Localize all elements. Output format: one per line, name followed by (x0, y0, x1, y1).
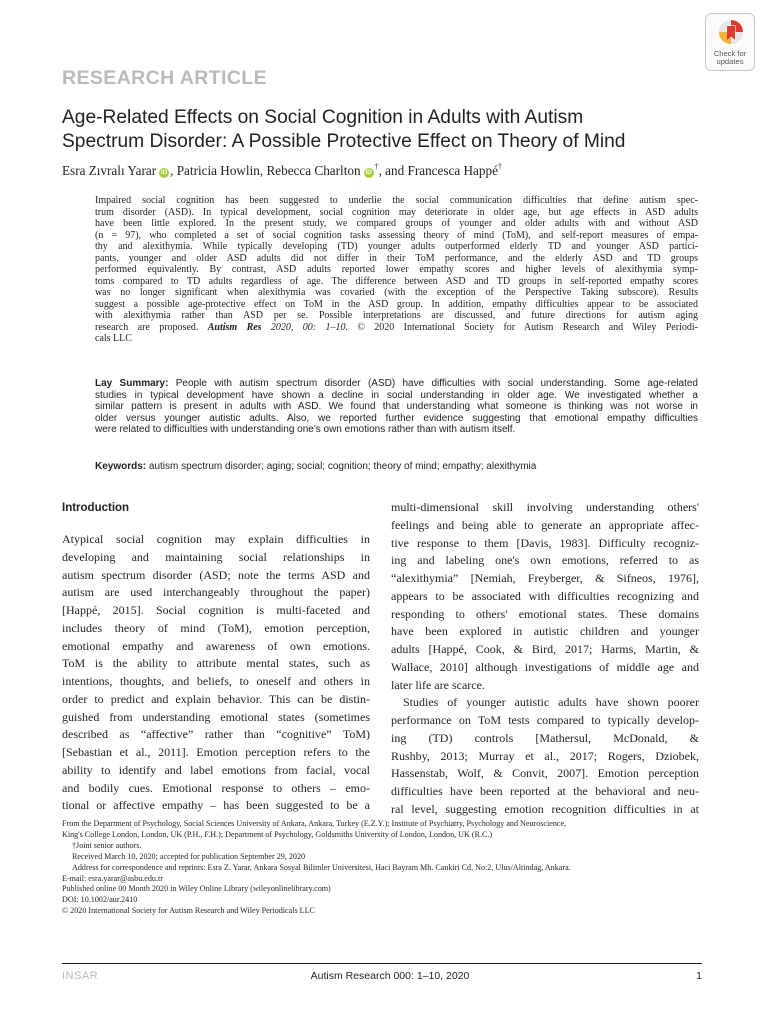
left-column-text (62, 531, 370, 815)
abstract (95, 195, 698, 345)
text-line: guished from understanding emotional states (sometimes (62, 709, 370, 724)
footnote-line: Received March 10, 2020; accepted for publication September 29, 2020 (72, 851, 306, 861)
text-line: [Happé, 2015]. Social cognition is multi-faceted and (62, 603, 370, 617)
lay-summary-line: Lay Summary: People with autism spectrum disorder (ASD) have difficulties with social understanding. Some age-related (95, 378, 698, 389)
footer-insar-logo: INSAR (62, 970, 99, 982)
lay-summary-label: Lay Summary: (95, 378, 169, 389)
section-heading-introduction: Introduction (62, 502, 130, 514)
text-line: later life are scarce. (391, 677, 485, 692)
author-name: , and Francesca Happé (378, 163, 498, 178)
footnote-line: King's College London, London, UK (P.H., F.H.); Department of Psychology, Goldsmiths University of London, London, UK (R.C.) (62, 829, 493, 839)
lay-summary (95, 378, 698, 436)
abstract-line: was no longer significant when alexithymia was covaried (with the exception of the Perspective Taking subscore). Results (95, 287, 698, 298)
footer-divider (62, 963, 702, 964)
dagger-mark: † (497, 162, 502, 171)
text-line: adults [Happé, Cook, & Bird, 2017; Harms, Martin, & (391, 642, 699, 656)
text-line: feelings and being able to generate an appropriate affec- (391, 517, 699, 532)
author-list (62, 163, 502, 179)
text-line: ability to identify and label emotions from facial, vocal (62, 762, 370, 777)
keywords: Keywords: autism spectrum disorder; aging; social; cognition; theory of mind; empathy; alexithymia (95, 461, 537, 472)
lay-summary-line: studies in typical development have shown a decline in social understanding in older age. We investigated whether a (95, 389, 698, 401)
text-line: ral level, suggesting emotion recognition difficulties in at (391, 801, 699, 816)
text-line: tional or affective empathy – has been suggested to be a (62, 798, 370, 813)
abstract-line: (n = 97), who completed a set of social cognition tasks assessing theory of mind (ToM), and self-report measures of empa- (95, 229, 698, 241)
title-line: Spectrum Disorder: A Possible Protective Effect on Theory of Mind (62, 131, 626, 152)
author-name: Esra Zıvralı Yarar (62, 163, 157, 178)
journal-name: Autism Res (207, 321, 262, 333)
footer-journal-citation: Autism Research 000: 1–10, 2020 (310, 970, 470, 982)
author-name: , Patricia Howlin, Rebecca Charlton (170, 163, 361, 178)
text-line: ing and labeling one's own emotions, referred to as (391, 553, 699, 568)
abstract-line: performed equivalently. By contrast, ASD adults reported lower empathy scores and higher levels of alexithymia symp- (95, 264, 698, 275)
right-column-text (391, 499, 699, 819)
badge-line-1: Check for (713, 49, 747, 58)
text-line: appears to be associated with difficulties recognizing and (391, 588, 699, 603)
abstract-line: toms compared to TD adults regardless of age. The difference between ASD and TD groups in self-reported empathy scores (95, 275, 698, 287)
title-line: Age-Related Effects on Social Cognition in Adults with Autism (62, 107, 584, 128)
abstract-line: research are proposed. Autism Res 2020, 00: 1–10. © 2020 International Society for Autism Research and Wiley Periodi- (95, 321, 698, 333)
text-line: tive response to them [Davis, 1983]. Difficulty recogniz- (391, 535, 699, 550)
text-line: autism are used interchangeably throughout the paper) (62, 585, 370, 600)
text-line: Hassenstab, Wolf, & Convit, 2007]. Emotion perception (391, 766, 699, 781)
text-line: ing (TD) controls [Mathersul, McDonald, & (391, 730, 699, 745)
abstract-line: thy and alexithymia. While typically developing (TD) younger adults outperformed elderly TD and younger ASD partici- (95, 241, 698, 252)
abstract-line: with alexithymia rather than ASD per se. Possible interpretations are discussed, and future directions for autism aging (95, 310, 698, 321)
text-line: responding to others' emotional states. These domains (391, 606, 699, 621)
footnote-line: †Joint senior authors. (72, 840, 142, 850)
text-line: emotional empathy and awareness of own emotions. (62, 638, 370, 653)
text-line: order to predict and explain behavior. This can be distin- (62, 691, 370, 706)
abstract-line: have been little explored. In the present study, we compared groups of younger and older adults with and without ASD (95, 218, 698, 229)
text-line: ToM is the ability to attribute mental states, such as (62, 656, 370, 671)
orcid-icon[interactable]: iD (365, 169, 372, 176)
badge-line-2: updates (716, 57, 744, 66)
abstract-line: cals LLC (95, 333, 132, 344)
dagger-mark: † (374, 162, 379, 171)
text-line: Studies of younger autistic adults have shown poorer (403, 695, 699, 710)
bookmark-icon (718, 19, 744, 47)
text-line: [Sebastian et al., 2011]. Emotion perception refers to the (62, 745, 370, 759)
footnote-line: DOI: 10.1002/aur.2410 (62, 895, 138, 905)
orcid-icon[interactable]: iD (160, 169, 168, 176)
page-number: 1 (696, 970, 702, 982)
section-label: RESEARCH ARTICLE (62, 67, 268, 89)
text-line: developing and maintaining social relationships in (62, 549, 370, 564)
check-for-updates-badge[interactable] (705, 13, 755, 71)
footnotes (62, 819, 702, 917)
text-line: Rushby, 2013; Murray et al., 2017; Rogers, Dziobek, (391, 748, 699, 763)
keywords-label: Keywords: (95, 461, 147, 472)
text-line: Wallace, 2010] although investigations of middle age and (391, 659, 699, 674)
footnote-line: Published online 00 Month 2020 in Wiley Online Library (wileyonlinelibrary.com) (62, 884, 331, 894)
text-line: performance on ToM tests compared to typically develop- (391, 713, 699, 727)
text-line: includes theory of mind (ToM), emotion perception, (62, 620, 370, 635)
text-line: autism spectrum disorder (ASD; note the terms ASD and (62, 567, 370, 582)
footnote-line: Address for correspondence and reprints: Esra Z. Yarar, Ankara Sosyal Bilimler Universitesi, Haci Bayram Mh. Cankiri Cd. No:2, Ulus/Altindag, Ankara. (72, 862, 571, 872)
abstract-line: Impaired social cognition has been suggested to underlie the social communication difficulties that define autism spec- (95, 195, 698, 206)
lay-summary-line: were related to difficulties with understanding one's own emotions rather than with autism itself. (95, 424, 516, 435)
text-line: multi-dimensional skill involving understanding others' (391, 500, 699, 514)
abstract-line: pants, younger and older ASD adults did not differ in their ToM performance, and the elderly ASD and TD groups (95, 252, 698, 264)
text-line: have been explored in autistic children and younger (391, 624, 699, 639)
footnote-line: E-mail: esra.yarar@asbu.edu.tr (62, 873, 163, 883)
footnote-line: © 2020 International Society for Autism Research and Wiley Periodicals LLC (62, 906, 315, 916)
text-line: intentions, thoughts, and beliefs, to oneself and others in (62, 674, 370, 688)
abstract-line: suggest a possible age-protective effect on ToM in the ASD group. In addition, empathy difficulties appear to be associated (95, 298, 698, 310)
text-line: and bodily cues. Emotional response to others – emo- (62, 780, 370, 795)
article-title (62, 106, 702, 154)
text-line: Atypical social cognition may explain difficulties in (62, 532, 370, 546)
text-line: “alexithymia” [Nemiah, Freyberger, & Sifneos, 1976], (391, 571, 699, 585)
lay-summary-line: similar pattern is present in adults with ASD. We found that understanding what someone is thinking was not worse in (95, 401, 698, 412)
text-line: described as “affective” rather than “cognitive” ToM) (62, 727, 370, 742)
abstract-line: trum disorder (ASD). In typical development, social cognition may deteriorate in older age, but age effects in ASD adults (95, 206, 698, 218)
text-line: difficulties have been reported at the behavioral and neu- (391, 784, 699, 798)
lay-summary-line: older versus younger autistic adults. Also, we reported further evidence suggesting that emotional empathy difficulties (95, 412, 698, 424)
footnote-line: From the Department of Psychology, Social Sciences University of Ankara, Ankara, Turkey (E.Z.Y.); Institute of Psychiatry, Psychology and Neuroscience, (62, 819, 567, 828)
